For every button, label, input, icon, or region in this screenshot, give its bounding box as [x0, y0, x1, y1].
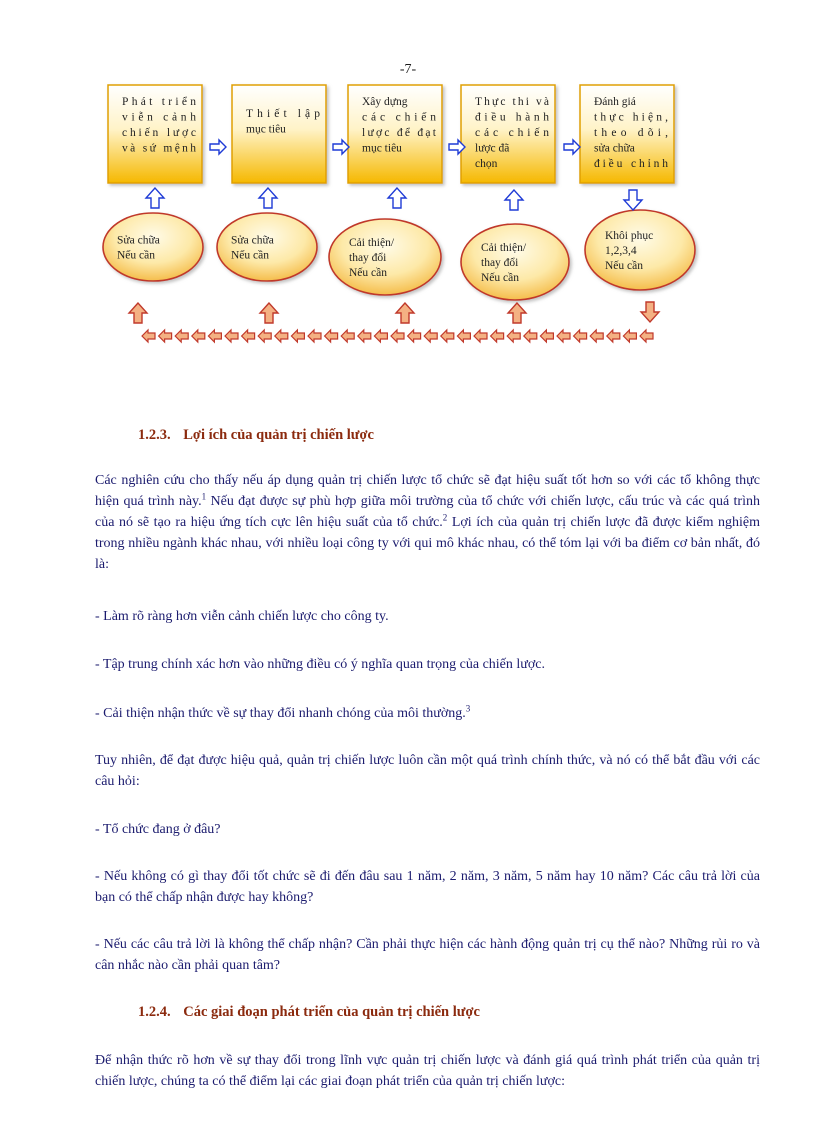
feedback-oval-text: Sửa chữa: [117, 234, 160, 247]
process-box-text: Xây dựng: [362, 96, 408, 108]
process-box-text: các chiến: [475, 127, 549, 139]
paragraph-however: Tuy nhiên, để đạt được hiệu quả, quản trị chiến lược luôn cần một quá trình chính thức, và nó có thể bắt đầu với các câu hỏi:: [95, 753, 760, 789]
process-box-text: Thực thi và: [475, 96, 549, 108]
chain-left-arrow-icon: [358, 330, 371, 342]
chain-left-arrow-icon: [424, 330, 437, 342]
feedback-oval-shape: [103, 213, 203, 281]
feedback-oval-text: Sửa chữa: [231, 234, 274, 247]
process-box-text: thực hiện,: [594, 111, 668, 124]
chain-left-arrow-icon: [640, 330, 653, 342]
feedback-oval-text: Nếu cần: [117, 249, 155, 262]
feedback-oval-text: Khôi phục: [605, 230, 654, 242]
section-heading-1-2-4: [138, 1004, 480, 1021]
chain-left-arrow-icon: [291, 330, 304, 342]
paragraph-text: Nếu đạt được sự phù hợp giữa môi trường của tổ chức với chiến lược, cấu trúc và các quá trình của nó sẽ tạo ra hiệu ứng tích cực lên hiệu suất của tổ chức.: [95, 494, 760, 530]
process-box-text: chọn: [475, 158, 498, 170]
chain-left-arrow-icon: [374, 330, 387, 342]
feedback-oval-text: Cải thiện/: [481, 242, 527, 254]
process-box-text: viễn cảnh: [122, 111, 196, 124]
chain-left-arrow-icon: [175, 330, 188, 342]
section-heading-1-2-3: [138, 427, 374, 444]
feedback-oval-shape: [585, 210, 695, 290]
feedback-up-arrow-icon: [259, 188, 277, 208]
chain-left-arrow-icon: [142, 330, 155, 342]
feedback-oval-text: Nếu cần: [481, 272, 519, 284]
paragraph-text: Các nghiên cứu cho thấy nếu áp dụng quản trị chiến lược tổ chức sẽ đạt hiệu suất tốt hơn so với các tổ không thực hiện quá trình này.: [95, 473, 760, 509]
question-item: - Tổ chức đang ở đâu?: [95, 822, 221, 837]
chain-left-arrow-icon: [192, 330, 205, 342]
feedback-oval-shape: [217, 213, 317, 281]
chain-left-arrow-icon: [208, 330, 221, 342]
chain-left-arrow-icon: [574, 330, 587, 342]
chain-down-arrow-icon: [641, 302, 659, 322]
bullet-item: - Làm rõ ràng hơn viễn cảnh chiến lược cho công ty.: [95, 609, 389, 624]
chain-left-arrow-icon: [491, 330, 504, 342]
chain-up-arrow-icon: [129, 303, 147, 323]
process-box-text: lược để đạt: [362, 127, 436, 139]
process-box-text: mục tiêu: [362, 142, 402, 155]
paragraph-benefits: [95, 470, 760, 575]
question-item: - Nếu các câu trả lời là không thể chấp nhận? Cần phải thực hiện các hành động quản trị cụ thể nào? Những rủi ro và cân nhắc nào cần phải quan tâm?: [95, 937, 760, 973]
chain-left-arrow-icon: [441, 330, 454, 342]
process-box-text: mục tiêu: [246, 123, 286, 136]
feedback-oval-text: thay đổi: [481, 257, 519, 269]
strategic-management-process-diagram: [0, 0, 816, 380]
chain-up-arrow-icon: [508, 303, 526, 323]
chain-left-arrow-icon: [325, 330, 338, 342]
feedback-oval-text: Nếu cần: [605, 260, 643, 272]
feedback-oval-text: Nếu cần: [349, 267, 387, 279]
footnote-ref: 1: [201, 491, 207, 502]
process-box-text: điều hành: [475, 111, 549, 124]
section-title: Các giai đoạn phát triển của quản trị chiến lược: [183, 1004, 480, 1020]
footnote-ref: 3: [465, 703, 471, 714]
chain-left-arrow-icon: [457, 330, 470, 342]
paragraph-stages: Để nhận thức rõ hơn về sự thay đổi trong lĩnh vực quản trị chiến lược và đánh giá quá trình phát triển của quản trị chiến lược, chúng ta có thể điểm lại các giai đoạn phát triển của quản trị chiến lược:: [95, 1053, 760, 1089]
footnote-ref: 2: [442, 512, 448, 523]
feedback-oval-text: 1,2,3,4: [605, 245, 637, 257]
chain-left-arrow-icon: [242, 330, 255, 342]
process-box-text: lược đã: [475, 142, 510, 155]
chain-left-arrow-icon: [557, 330, 570, 342]
feedback-oval-text: thay đổi: [349, 252, 387, 264]
process-box-5: [580, 85, 674, 183]
feedback-oval-1: [103, 213, 203, 281]
feedback-oval-3: [329, 219, 441, 295]
chain-up-arrow-icon: [396, 303, 414, 323]
process-box-text: các chiến: [362, 111, 436, 124]
process-box-3: [348, 85, 442, 183]
page-number: -7-: [399, 62, 417, 77]
feedback-up-arrow-icon: [505, 190, 523, 210]
section-number: 1.2.3.: [138, 427, 171, 443]
chain-left-arrow-icon: [225, 330, 238, 342]
process-box-text: và sứ mệnh: [122, 142, 196, 155]
process-box-text: chiến lược: [122, 127, 196, 139]
process-box-text: sửa chữa: [594, 142, 635, 155]
feedback-oval-5: [585, 210, 695, 290]
chain-left-arrow-icon: [308, 330, 321, 342]
chain-left-arrow-icon: [159, 330, 172, 342]
process-box-text: điều chỉnh: [594, 158, 668, 170]
chain-left-arrow-icon: [258, 330, 271, 342]
flow-arrow-right: [564, 140, 580, 154]
process-box-1: [108, 85, 202, 183]
process-box-text: Đánh giá: [594, 96, 636, 108]
feedback-up-arrow-icon: [146, 188, 164, 208]
process-box-4: [461, 85, 555, 183]
process-box-text: Thiết lập: [246, 108, 320, 120]
chain-left-arrow-icon: [607, 330, 620, 342]
feedback-oval-2: [217, 213, 317, 281]
chain-left-arrow-icon: [540, 330, 553, 342]
chain-left-arrow-icon: [391, 330, 404, 342]
process-box-2: [232, 85, 326, 183]
chain-left-arrow-icon: [590, 330, 603, 342]
feedback-oval-text: Cải thiện/: [349, 237, 395, 249]
chain-left-arrow-icon: [623, 330, 636, 342]
section-title: Lợi ích của quản trị chiến lược: [183, 427, 374, 443]
process-box-text: theo dõi,: [594, 127, 668, 139]
feedback-oval-text: Nếu cần: [231, 249, 269, 262]
bullet-item: - Tập trung chính xác hơn vào những điều có ý nghĩa quan trọng của chiến lược.: [95, 657, 545, 672]
process-box-text: Phát triển: [122, 96, 196, 108]
chain-left-arrow-icon: [275, 330, 288, 342]
chain-left-arrow-icon: [408, 330, 421, 342]
section-number: 1.2.4.: [138, 1004, 171, 1020]
flow-arrow-right: [333, 140, 349, 154]
evaluate-down-arrow-icon: [624, 190, 642, 210]
question-item: - Nếu không có gì thay đổi tốt chức sẽ đi đến đâu sau 1 năm, 2 năm, 3 năm, 5 năm hay 10 năm? Các câu trả lời của bạn có thể chấp nhận được hay không?: [95, 869, 760, 905]
bullet-item: [95, 703, 760, 724]
chain-left-arrow-icon: [507, 330, 520, 342]
feedback-up-arrow-icon: [388, 188, 406, 208]
chain-left-arrow-icon: [341, 330, 354, 342]
flow-arrow-right: [210, 140, 226, 154]
chain-left-arrow-icon: [524, 330, 537, 342]
chain-left-arrow-icon: [474, 330, 487, 342]
paragraph-text: Lợi ích của quản trị chiến lược đã được kiểm nghiệm trong nhiều ngành khác nhau, với nhiều loại công ty với qui mô khác nhau, có thể tóm lại với ba điểm cơ bản nhất, đó là:: [95, 515, 760, 572]
feedback-oval-4: [461, 224, 569, 300]
chain-up-arrow-icon: [260, 303, 278, 323]
bullet-text: - Cải thiện nhận thức về sự thay đổi nhanh chóng của môi thường.: [95, 706, 466, 721]
